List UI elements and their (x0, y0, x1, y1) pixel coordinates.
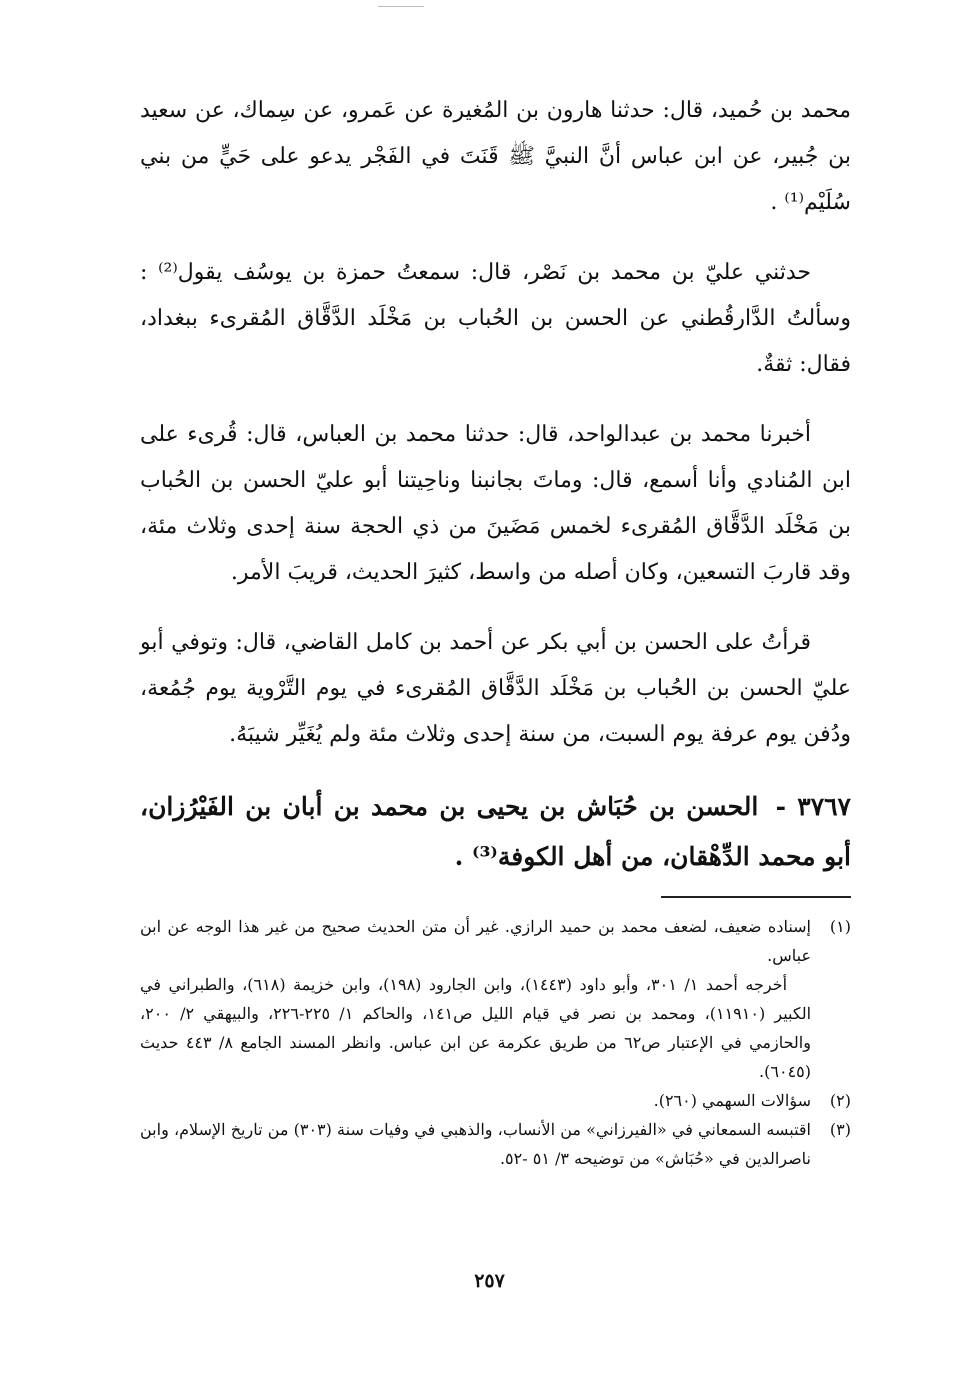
footnote-number: (١) (829, 917, 851, 936)
footnote-3 (140, 1115, 851, 1173)
biography-entry-heading (140, 782, 851, 882)
paragraph-4 (140, 620, 851, 758)
paragraph-text: محمد بن حُميد، قال: حدثنا هارون بن المُغيرة عن عَمرو، عن سِماك، عن سعيد بن جُبير، عن ابن عباس أنَّ النبيَّ ﷺ قَنَتَ في الفَجْر يدعو على حَيٍّ من بني سُلَيْم⁽¹⁾ . (140, 98, 851, 215)
footnote-body (140, 1115, 811, 1173)
footnote-separator (661, 896, 851, 898)
entry-number: ٣٧٦٧ - (775, 792, 851, 821)
footnote-body (140, 1086, 811, 1115)
footnote-line: سؤالات السهمي (٢٦٠). (653, 1091, 811, 1110)
footnote-number: (٢) (829, 1091, 851, 1110)
footnote-line: اقتبسه السمعاني في «الفيرزاني» من الأنساب، والذهبي في وفيات سنة (٣٠٣) من تاريخ الإسلام، وابن ناصرالدين في «حُبَاش» من توضيحه ٣/ ٥١ -٥٢. (140, 1120, 811, 1168)
entry-title: الحسن بن حُبَاش بن يحيى بن محمد بن أبان بن الفَيْرُزان، أبو محمد الدِّهْقان، من أهل الكوفة⁽³⁾ . (140, 792, 851, 871)
paragraph-2 (140, 250, 851, 388)
paragraph-text: حدثني عليّ بن محمد بن نَصْر، قال: سمعتُ حمزة بن يوسُف يقول⁽²⁾ : وسألتُ الدَّارقُطني عن الحسن بن الحُباب بن مَخْلَد الدَّقَّاق المُقرىء ببغداد، فقال: ثقةٌ. (140, 260, 851, 377)
footnotes (140, 912, 851, 1173)
paragraph-1 (140, 88, 851, 226)
paragraph-text: أخبرنا محمد بن عبدالواحد، قال: حدثنا محمد بن العباس، قال: قُرىء على ابن المُنادي وأنا أسمع، قال: وماتَ بجانبنا وناحِيتنا أبو عليّ الحسن بن الحُباب بن مَخْلَد الدَّقَّاق المُقرىء لخمس مَضَينَ من ذي الحجة سنة إحدى وثلاث مئة، وقد قاربَ التسعين، وكان أصله من واسط، كثيرَ الحديث، قريبَ الأمر. (140, 422, 851, 585)
paragraph-3 (140, 412, 851, 596)
footnote-2 (140, 1086, 851, 1115)
footnote-number: (٣) (829, 1120, 851, 1139)
footnote-line: إسناده ضعيف، لضعف محمد بن حميد الرازي. غير أن متن الحديث صحيح من غير هذا الوجه عن ابن عباس. (140, 917, 811, 965)
footnote-body (140, 912, 811, 1086)
top-edge-mark (378, 6, 424, 7)
footnote-1 (140, 912, 851, 1086)
page-number: ٢٥٧ (474, 1270, 505, 1292)
paragraph-text: قرأتُ على الحسن بن أبي بكر عن أحمد بن كامل القاضي، قال: وتوفي أبو عليّ الحسن بن الحُباب بن مَخْلَد الدَّقَّاق المُقرىء في يوم التَّرْوية يوم جُمُعة، ودُفن يوم عرفة يوم السبت، من سنة إحدى وثلاث مئة ولم يُغَيِّر شيبَهُ. (140, 630, 851, 747)
footnote-line: أخرجه أحمد ١/ ٣٠١، وأبو داود (١٤٤٣)، وابن الجارود (١٩٨)، وابن خزيمة (٦١٨)، والطبراني في الكبير (١١٩١٠)، ومحمد بن نصر في قيام الليل ص١٤١، والحاكم ١/ ٢٢٥-٢٢٦، والبيهقي ٢/ ٢٠٠، والحازمي في الإعتبار ص٦٢ من طريق عكرمة عن ابن عباس. وانظر المسند الجامع ٨/ ٤٤٣ حديث (٦٠٤٥). (140, 975, 812, 1081)
